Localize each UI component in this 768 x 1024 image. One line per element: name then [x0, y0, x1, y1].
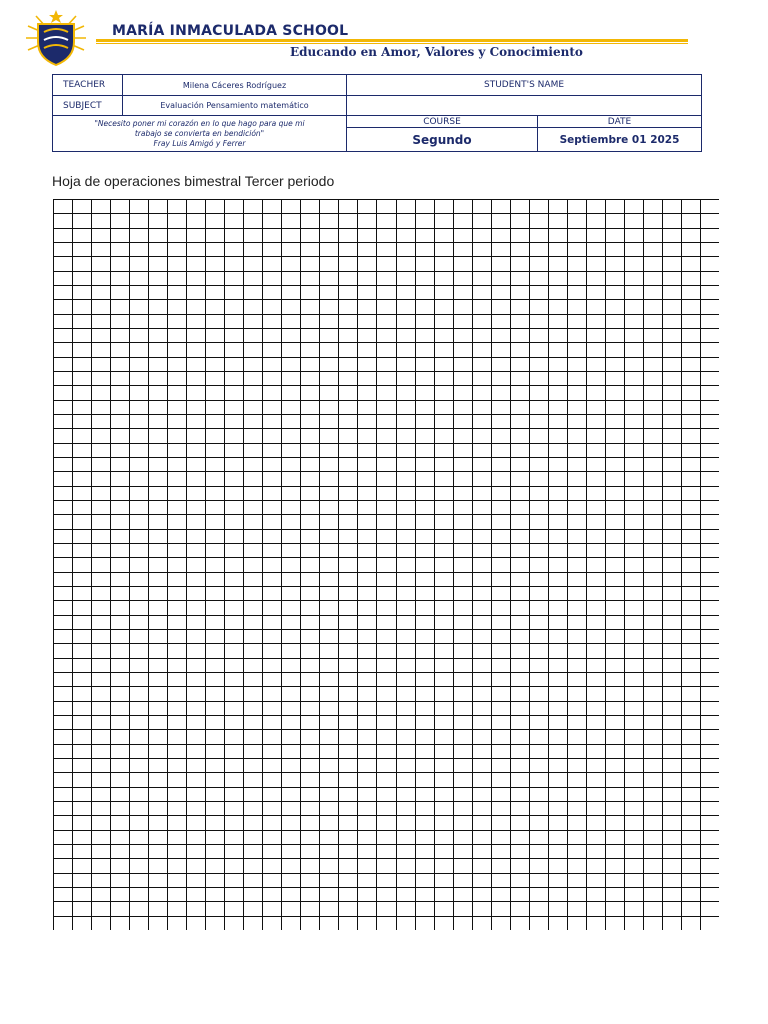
quote-block [53, 116, 347, 152]
student-name-field[interactable] [347, 96, 702, 116]
school-crest-icon [24, 8, 88, 68]
school-name: MARÍA INMACULADA SCHOOL [112, 23, 349, 39]
course-label: COURSE [347, 116, 538, 128]
subject-label: SUBJECT [53, 96, 123, 116]
date-value[interactable]: Septiembre 01 2025 [538, 128, 702, 152]
header-divider [96, 39, 688, 42]
date-label: DATE [538, 116, 702, 128]
operations-grid[interactable] [53, 199, 719, 930]
quote-line-1: "Necesito poner mi corazón en lo que hago para que mi [94, 118, 305, 128]
course-value[interactable]: Segundo [347, 128, 538, 152]
sheet-title: Hoja de operaciones bimestral Tercer periodo [52, 173, 335, 189]
school-motto: Educando en Amor, Valores y Conocimiento [290, 45, 583, 59]
teacher-value: Milena Cáceres Rodríguez [123, 75, 347, 96]
header-divider-thin [96, 43, 688, 44]
quote-line-2: trabajo se convierta en bendición" [134, 128, 265, 138]
student-name-label: STUDENT'S NAME [347, 75, 702, 96]
teacher-label: TEACHER [53, 75, 123, 96]
info-table [52, 74, 702, 152]
quote-author: Fray Luis Amigó y Ferrer [153, 138, 246, 148]
subject-value: Evaluación Pensamiento matemático [123, 96, 347, 116]
